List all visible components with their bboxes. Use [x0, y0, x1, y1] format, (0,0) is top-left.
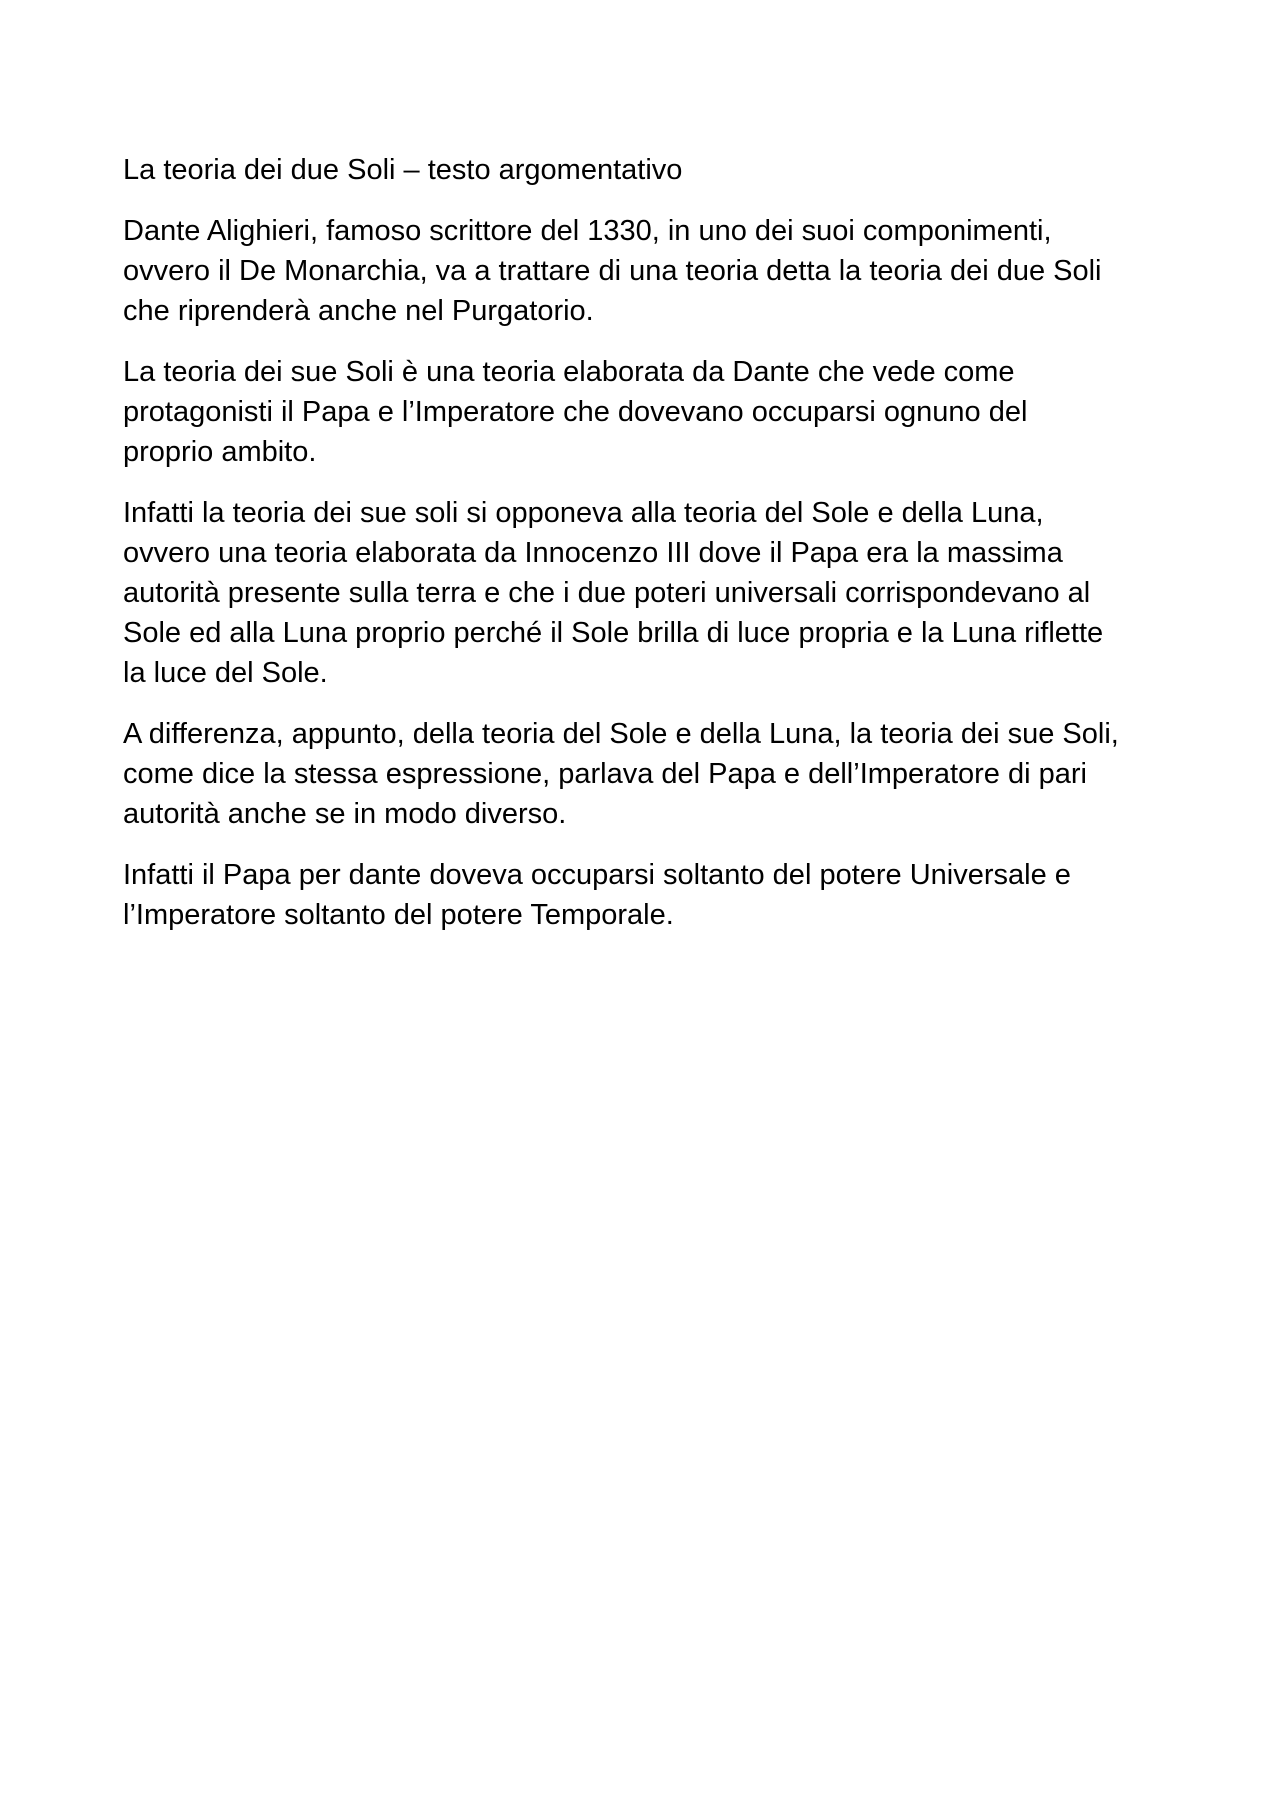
paragraph-line: Infatti la teoria dei sue soli si opponeva alla teoria del Sole e della Luna, [123, 497, 1044, 529]
paragraph-line: autorità presente sulla terra e che i due poteri universali corrispondevano al [123, 577, 1091, 609]
paragraph-line: proprio ambito. [123, 436, 317, 468]
document-title: La teoria dei due Soli – testo argomentativo [123, 154, 683, 186]
paragraph-line: autorità anche se in modo diverso. [123, 798, 567, 830]
paragraph-line: ovvero il De Monarchia, va a trattare di una teoria detta la teoria dei due Soli [123, 255, 1102, 287]
paragraph [123, 352, 1173, 472]
paragraph-line: Sole ed alla Luna proprio perché il Sole brilla di luce propria e la Luna riflette [123, 617, 1104, 649]
paragraph-line: come dice la stessa espressione, parlava del Papa e dell’Imperatore di pari [123, 758, 1087, 790]
paragraph-line: Dante Alighieri, famoso scrittore del 1330, in uno dei suoi componimenti, [123, 215, 1052, 247]
paragraph-line: La teoria dei sue Soli è una teoria elaborata da Dante che vede come [123, 356, 1015, 388]
paragraph-line: A differenza, appunto, della teoria del Sole e della Luna, la teoria dei sue Soli, [123, 718, 1119, 750]
paragraph [123, 855, 1173, 935]
paragraph-line: Infatti il Papa per dante doveva occuparsi soltanto del potere Universale e [123, 859, 1071, 891]
paragraph-line: la luce del Sole. [123, 657, 328, 689]
paragraph [123, 714, 1173, 834]
paragraph [123, 211, 1173, 331]
document-body [123, 150, 1173, 956]
paragraph [123, 493, 1173, 693]
paragraph-line: ovvero una teoria elaborata da Innocenzo III dove il Papa era la massima [123, 537, 1063, 569]
paragraph-line: che riprenderà anche nel Purgatorio. [123, 295, 594, 327]
paragraph-line: l’Imperatore soltanto del potere Temporale. [123, 899, 674, 931]
paragraph-line: protagonisti il Papa e l’Imperatore che dovevano occuparsi ognuno del [123, 396, 1028, 428]
